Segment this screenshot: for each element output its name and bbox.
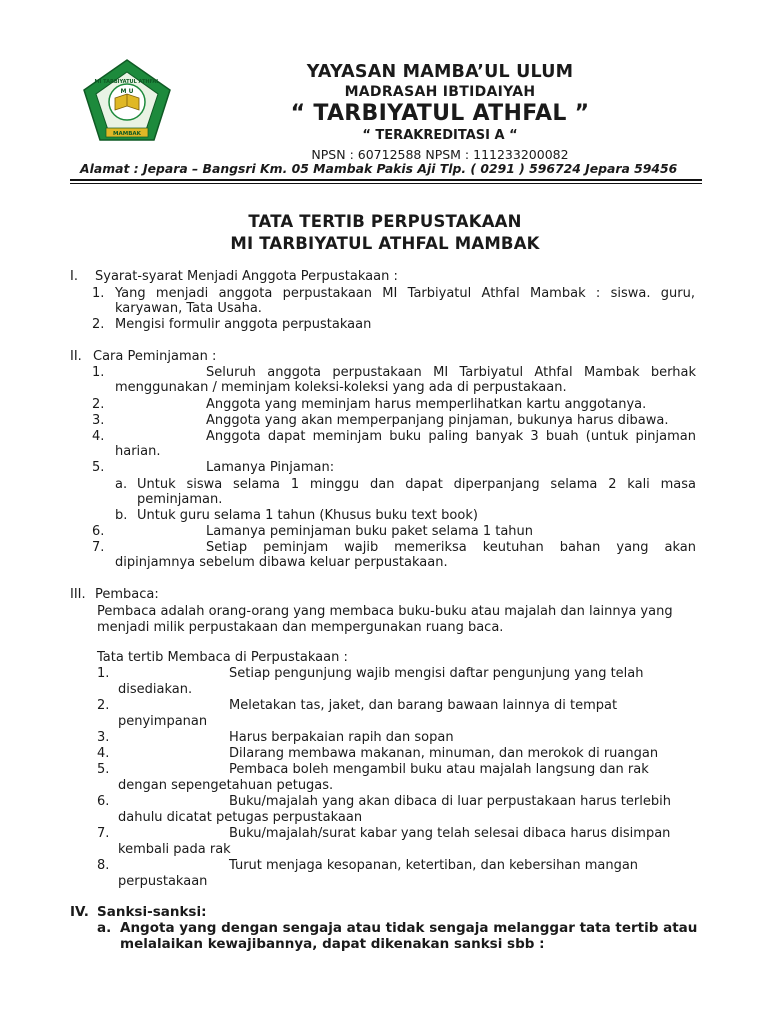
s2-item1-line1: Seluruh anggota perpustakaan MI Tarbiyatul Athfal Mambak berhak (206, 365, 696, 380)
s3-item3-line1: Harus berpakaian rapih dan sopan (229, 730, 454, 745)
s3-item2-line1: Meletakan tas, jaket, dan barang bawaan lainnya di tempat (229, 698, 618, 713)
s2-item1-num: 1. (92, 365, 105, 380)
s1-item1-num: 1. (92, 286, 105, 301)
s2-item4-line1: Anggota dapat meminjam buku paling banyak 3 buah (untuk pinjaman (206, 429, 696, 444)
s3-item8-line2: perpustakaan (118, 874, 208, 889)
s4-item-a-line2: melalaikan kewajibannya, dapat dikenakan sanksi sbb : (120, 936, 545, 952)
s2-sub-a-letter: a. (115, 477, 128, 492)
s3-item2-num: 2. (97, 698, 110, 713)
doc-title-line2: MI TARBIYATUL ATHFAL MAMBAK (230, 234, 540, 253)
s3-para-line1: Pembaca adalah orang-orang yang membaca buku-buku atau majalah dan lainnya yang (97, 604, 673, 619)
s2-sub-b-letter: b. (115, 508, 128, 523)
s2-item2-num: 2. (92, 397, 105, 412)
s1-item1-line2: karyawan, Tata Usaha. (115, 301, 262, 316)
section1-heading: Syarat-syarat Menjadi Anggota Perpustakaan : (95, 269, 398, 284)
s3-item1-line2: disediakan. (118, 682, 193, 697)
s2-item1-line2: menggunakan / meminjam koleksi-koleksi yang ada di perpustakaan. (115, 380, 567, 395)
s2-item3-line1: Anggota yang akan memperpanjang pinjaman, bukunya harus dibawa. (206, 413, 669, 428)
s3-item4-line1: Dilarang membawa makanan, minuman, dan merokok di ruangan (229, 746, 659, 761)
logo-text-top: MI TARBIYATUL ATHFAL (94, 79, 160, 85)
header-rule-thin (70, 183, 702, 184)
s2-item5-line1: Lamanya Pinjaman: (206, 460, 335, 475)
s1-item1-line1: Yang menjadi anggota perpustakaan MI Tarbiyatul Athfal Mambak : siswa. guru, (115, 286, 695, 301)
s3-item2-line2: penyimpanan (118, 714, 208, 729)
s3-subheading: Tata tertib Membaca di Perpustakaan : (97, 650, 348, 665)
section4-num: IV. (70, 904, 89, 920)
s3-item5-line1: Pembaca boleh mengambil buku atau majalah langsung dan rak (229, 762, 649, 777)
school-logo (82, 58, 172, 142)
s3-item8-num: 8. (97, 858, 110, 873)
doc-title-line1: TATA TERTIB PERPUSTAKAAN (248, 212, 522, 231)
s2-sub-b-line1: Untuk guru selama 1 tahun (Khusus buku text book) (137, 508, 478, 523)
s3-item1-num: 1. (97, 666, 110, 681)
s3-item7-line1: Buku/majalah/surat kabar yang telah selesai dibaca harus disimpan (229, 826, 671, 841)
section3-num: III. (70, 587, 86, 602)
s3-item5-num: 5. (97, 762, 110, 777)
npsn-line: NPSN : 60712588 NPSM : 111233200082 (311, 147, 569, 162)
section4-heading: Sanksi-sanksi: (97, 904, 207, 920)
s2-item2-line1: Anggota yang meminjam harus memperlihatkan kartu anggotanya. (206, 397, 647, 412)
s2-item6-num: 6. (92, 524, 105, 539)
s2-sub-a-line1: Untuk siswa selama 1 minggu dan dapat diperpanjang selama 2 kali masa (137, 477, 696, 492)
header-rule-thick (70, 179, 702, 181)
s2-item6-line1: Lamanya peminjaman buku paket selama 1 tahun (206, 524, 534, 539)
s3-item6-line1: Buku/majalah yang akan dibaca di luar perpustakaan harus terlebih (229, 794, 671, 809)
logo-text-bottom: MAMBAK (113, 131, 141, 137)
section1-num: I. (70, 269, 78, 284)
s1-item2-line1: Mengisi formulir anggota perpustakaan (115, 317, 372, 332)
s3-item4-num: 4. (97, 746, 110, 761)
section2-num: II. (70, 349, 82, 364)
s3-item5-line2: dengan sepengetahuan petugas. (118, 778, 334, 793)
s4-item-a-line1: Angota yang dengan sengaja atau tidak sengaja melanggar tata tertib atau (120, 920, 698, 936)
foundation-name: YAYASAN MAMBA’UL ULUM (306, 62, 574, 82)
s3-item6-num: 6. (97, 794, 110, 809)
section2-heading: Cara Peminjaman : (93, 349, 217, 364)
s2-sub-a-line2: peminjaman. (137, 492, 223, 507)
address-line: Alamat : Jepara – Bangsri Km. 05 Mambak Pakis Aji Tlp. ( 0291 ) 596724 Jepara 59456 (80, 161, 678, 176)
s3-item1-line1: Setiap pengunjung wajib mengisi daftar pengunjung yang telah (229, 666, 644, 681)
s2-item4-num: 4. (92, 429, 105, 444)
s2-item5-num: 5. (92, 460, 105, 475)
s2-item4-line2: harian. (115, 444, 161, 459)
s3-item7-num: 7. (97, 826, 110, 841)
accreditation: “ TERAKREDITASI A “ (362, 128, 518, 143)
s3-item7-line2: kembali pada rak (118, 842, 231, 857)
s2-item7-line2: dipinjamnya sebelum dibawa keluar perpustakaan. (115, 555, 448, 570)
s4-item-a-letter: a. (97, 920, 112, 936)
s2-item7-line1: Setiap peminjam wajib memeriksa keutuhan bahan yang akan (206, 540, 696, 555)
s2-item7-num: 7. (92, 540, 105, 555)
school-name: “ TARBIYATUL ATHFAL ” (290, 101, 590, 126)
s2-item3-num: 3. (92, 413, 105, 428)
section3-heading: Pembaca: (95, 587, 159, 602)
s1-item2-num: 2. (92, 317, 105, 332)
school-type: MADRASAH IBTIDAIYAH (344, 84, 536, 100)
s3-item6-line2: dahulu dicatat petugas perpustakaan (118, 810, 363, 825)
logo-text-mid: M U (120, 88, 134, 95)
s3-item3-num: 3. (97, 730, 110, 745)
s3-para-line2: menjadi milik perpustakaan dan mempergunakan ruang baca. (97, 620, 504, 635)
s3-item8-line1: Turut menjaga kesopanan, ketertiban, dan kebersihan mangan (229, 858, 639, 873)
